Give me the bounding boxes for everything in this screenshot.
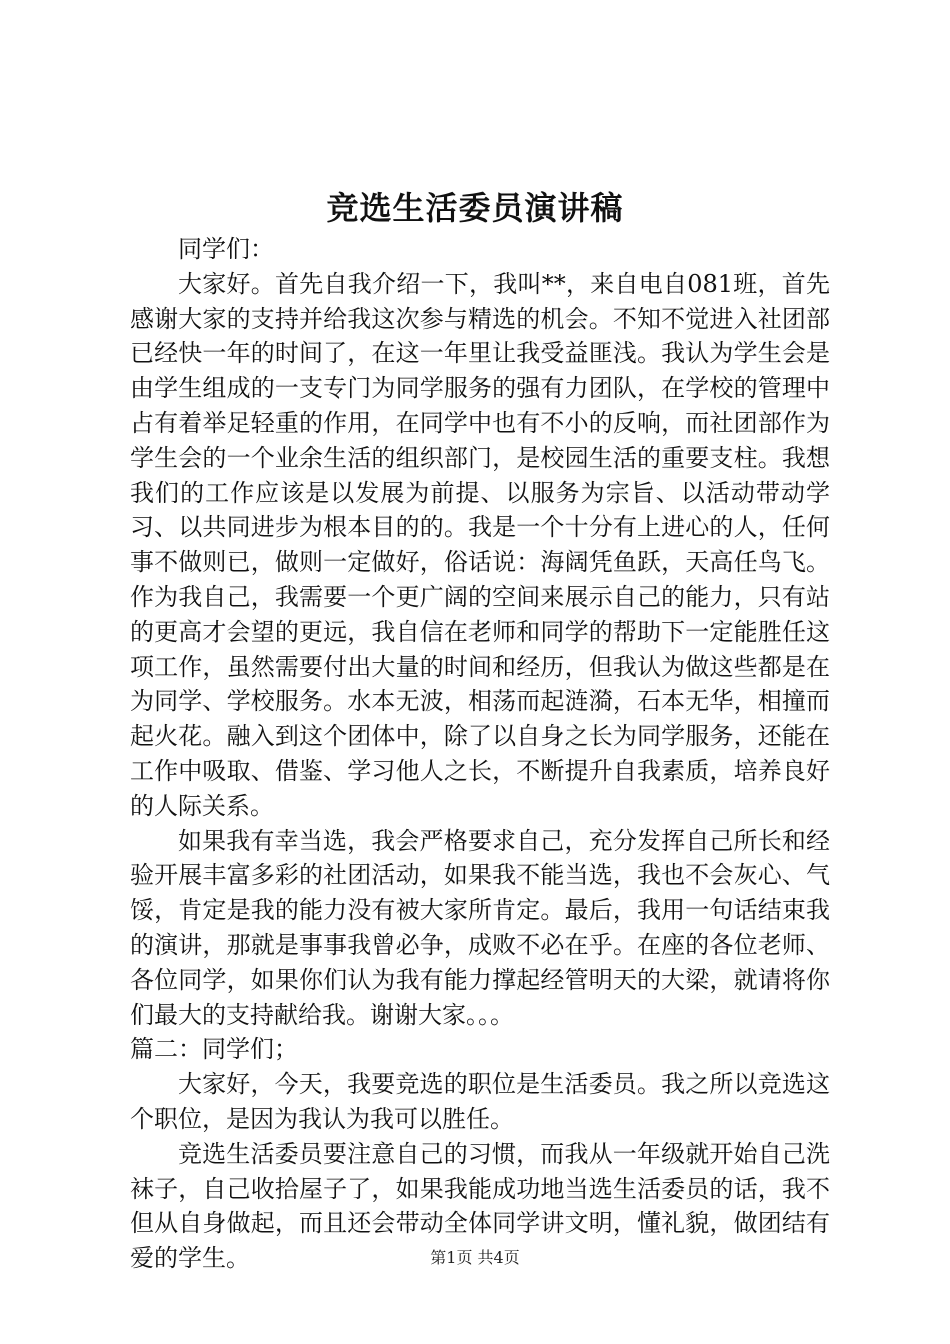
salutation: 同学们： xyxy=(178,235,274,263)
paragraph-closing: 如果我有幸当选，我会严格要求自己，充分发挥自己所长和经验开展丰富多彩的社团活动，如果我不能当选，我也不会灰心、气馁，肯定是我的能力没有被大家所肯定。最后，我用一句话结束我的演讲，那就是事事我曾必争，成败不必在乎。在座的各位老师、各位同学，如果你们认为我有能力撑起经管明天的大梁，就请将你们最大的支持献给我。谢谢大家。。。 xyxy=(130,826,830,1029)
paragraph-part-two-body: 竞选生活委员要注意自己的习惯，而我从一年级就开始自己洗袜子，自己收拾屋子了，如果我能成功地当选生活委员的话，我不但从自身做起，而且还会带动全体同学讲文明，懂礼貌，做团结有爱的学生。 xyxy=(130,1139,830,1273)
document-title: 竞选生活委员演讲稿 xyxy=(326,189,624,227)
page-number-footer: 第1页 共4页 xyxy=(430,1248,520,1267)
paragraph-part-two-intro: 大家好，今天，我要竞选的职位是生活委员。我之所以竞选这个职位，是因为我认为我可以胜任。 xyxy=(130,1070,830,1133)
section-heading-part-two: 篇二：同学们； xyxy=(130,1035,298,1064)
paragraph-introduction: 大家好。首先自我介绍一下，我叫**，来自电自081班，首先感谢大家的支持并给我这次参与精选的机会。不知不觉进入社团部已经快一年的时间了，在这一年里让我受益匪浅。我认为学生会是由学生组成的一支专门为同学服务的强有力团队，在学校的管理中占有着举足轻重的作用，在同学中也有不小的反响，而社团部作为学生会的一个业余生活的组织部门，是校园生活的重要支柱。我想我们的工作应该是以发展为前提、以服务为宗旨、以活动带动学习、以共同进步为根本目的的。我是一个十分有上进心的人，任何事不做则已，做则一定做好，俗话说：海阔凭鱼跃，天高任鸟飞。作为我自己，我需要一个更广阔的空间来展示自己的能力，只有站的更高才会望的更远，我自信在老师和同学的帮助下一定能胜任这项工作，虽然需要付出大量的时间和经历，但我认为做这些都是在为同学、学校服务。水本无波，相荡而起涟漪，石本无华，相撞而起火花。融入到这个团体中，除了以自身之长为同学服务，还能在工作中吸取、借鉴、学习他人之长，不断提升自我素质，培养良好的人际关系。 xyxy=(130,269,830,820)
document-body xyxy=(130,232,830,1276)
